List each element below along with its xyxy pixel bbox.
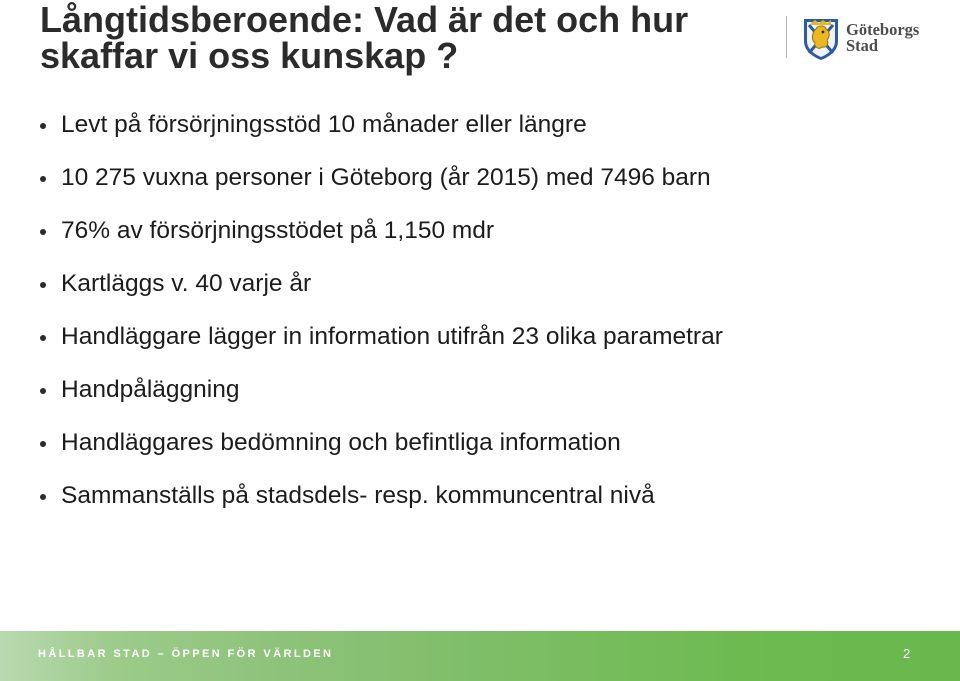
bullet-text: Handläggares bedömning och befintliga information xyxy=(61,429,621,456)
page-number: 2 xyxy=(903,646,911,661)
bullet-text: Levt på försörjningsstöd 10 månader eller längre xyxy=(61,111,587,138)
logo-line-1: Göteborgs xyxy=(846,20,920,39)
bullet-text: Kartläggs v. 40 varje år xyxy=(61,270,312,297)
bullet-item xyxy=(40,368,723,421)
bullet-dot-icon xyxy=(40,335,46,341)
bullet-dot-icon xyxy=(40,494,46,500)
bullet-dot-icon xyxy=(40,229,46,235)
goteborgs-stad-logo xyxy=(801,15,931,63)
bullet-item xyxy=(40,421,723,474)
bullet-item xyxy=(40,474,723,527)
bullet-text: Handpåläggning xyxy=(61,376,240,403)
bullet-item xyxy=(40,156,723,209)
bullet-dot-icon xyxy=(40,176,46,182)
goteborg-coat-of-arms-icon xyxy=(801,17,841,61)
bullet-item xyxy=(40,209,723,262)
logo-divider xyxy=(786,16,787,58)
logo-line-2: Stad xyxy=(846,36,879,55)
page-title-line-1: Långtidsberoende: Vad är det och hur xyxy=(40,0,689,40)
page-title-line-2: skaffar vi oss kunskap ? xyxy=(40,35,459,76)
bullet-text: 10 275 vuxna personer i Göteborg (år 2015) med 7496 barn xyxy=(61,164,711,191)
bullet-dot-icon xyxy=(40,282,46,288)
footer-slogan: HÅLLBAR STAD – ÖPPEN FÖR VÄRLDEN xyxy=(38,648,334,660)
bullet-list xyxy=(40,103,723,527)
page-title xyxy=(40,2,780,74)
bullet-item xyxy=(40,103,723,156)
footer-bar xyxy=(0,631,960,681)
bullet-dot-icon xyxy=(40,441,46,447)
bullet-item xyxy=(40,262,723,315)
bullet-text: 76% av försörjningsstödet på 1,150 mdr xyxy=(61,217,495,244)
bullet-dot-icon xyxy=(40,123,46,129)
bullet-text: Handläggare lägger in information utifrån 23 olika parametrar xyxy=(61,323,723,350)
bullet-item xyxy=(40,315,723,368)
logo-wordmark xyxy=(846,22,919,54)
bullet-dot-icon xyxy=(40,388,46,394)
bullet-text: Sammanställs på stadsdels- resp. kommuncentral nivå xyxy=(61,482,655,509)
